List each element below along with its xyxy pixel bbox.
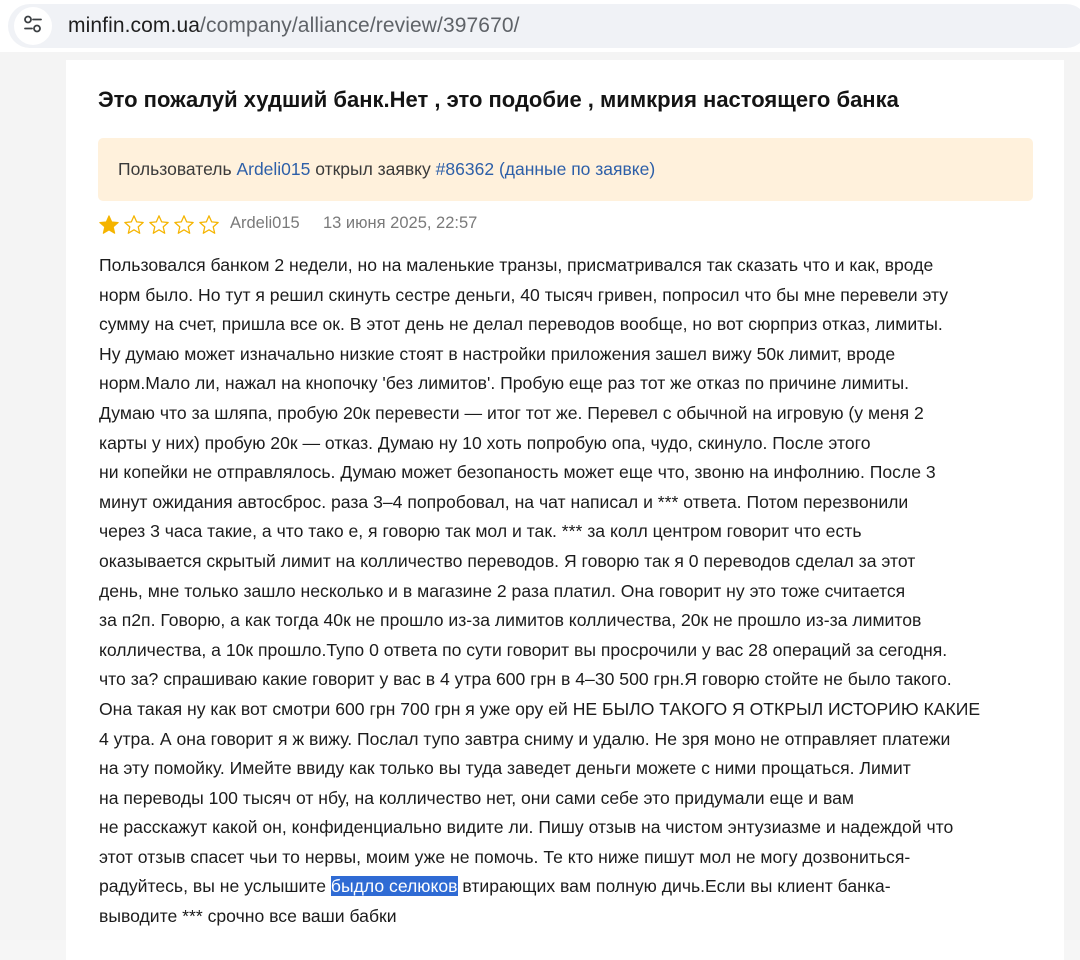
review-body bbox=[99, 251, 1044, 932]
ticket-link[interactable]: #86362 bbox=[435, 159, 495, 179]
review-line: через 3 часа такие, а что тако е, я говорю так мол и так. *** за колл центром говорит что есть bbox=[99, 521, 862, 542]
review-line: день, мне только зашло несколько и в магазине 2 раза платил. Она говорит ну это тоже считается bbox=[99, 580, 906, 601]
selected-text[interactable]: быдло селюков bbox=[330, 876, 458, 897]
review-line: 4 утра. А она говорит я ж вижу. Послал тупо завтра сниму и удалю. Не зря моно не отправляет платежи bbox=[99, 728, 951, 749]
review-author[interactable]: Ardeli015 bbox=[230, 214, 300, 232]
ticket-details-link[interactable]: (данные по заявке) bbox=[498, 159, 656, 179]
review-line: Ну думаю может изначально низкие стоят в настройки приложения зашел вижу 50к лимит, вроде bbox=[99, 343, 896, 364]
review-line-with-selection bbox=[99, 872, 1044, 902]
review-line: минут ожидания автосброс. раза 3–4 попробовал, на чат написал и *** ответа. Потом перезвонили bbox=[99, 491, 909, 512]
notice-prefix: Пользователь bbox=[118, 159, 237, 179]
star-empty-icon bbox=[173, 214, 195, 236]
notice-text bbox=[118, 157, 655, 181]
url-domain: minfin.com.ua bbox=[68, 14, 201, 37]
url-path: /company/alliance/review/397670/ bbox=[200, 14, 520, 37]
line-after-selection: втирающих вам полную дичь.Если вы клиент банка- bbox=[457, 876, 891, 897]
star-empty-icon bbox=[148, 214, 170, 236]
review-line: что за? спрашиваю какие говорит у вас в 4 утра 600 грн в 4–30 500 грн.Я говорю стойте не было такого. bbox=[99, 669, 952, 690]
star-empty-icon bbox=[123, 214, 145, 236]
review-line: на переводы 100 тысяч от нбу, на колличество нет, они сами себе это придумали еще и вам bbox=[99, 787, 854, 808]
review-line: Она такая ну как вот смотри 600 грн 700 грн я уже ору ей НЕ БЫЛО ТАКОГО Я ОТКРЫЛ ИСТОРИЮ КАКИЕ bbox=[99, 698, 981, 719]
notice-user-link[interactable]: Ardeli015 bbox=[236, 159, 311, 179]
review-line: норм.Мало ли, нажал на кнопочку 'без лимитов'. Пробую еще раз тот же отказ по причине лимиты. bbox=[99, 373, 910, 394]
notice-middle: открыл заявку bbox=[310, 159, 436, 179]
ticket-notice bbox=[98, 138, 1033, 201]
review-line: оказывается скрытый лимит на колличество переводов. Я говорю так я 0 переводов сделал за этот bbox=[99, 550, 916, 571]
review-line: выводите *** срочно все ваши бабки bbox=[99, 906, 397, 927]
review-meta bbox=[98, 212, 798, 238]
review-line: этот отзыв спасет чьи то нервы, моим уже не помочь. Те кто ниже пишут мол не могу дозвониться- bbox=[99, 846, 911, 867]
review-line: норм было. Но тут я решил скинуть сестре деньги, 40 тысяч гривен, попросил что бы мне перевели эту bbox=[99, 284, 949, 305]
tune-icon bbox=[22, 13, 44, 40]
review-line: колличества, а 10к прошло.Тупо 0 ответа по сути говорит вы просрочили у вас 28 операций за сегодня. bbox=[99, 639, 948, 660]
url-text[interactable] bbox=[68, 13, 520, 39]
review-line: Думаю что за шляпа, пробую 20к перевести — итог тот же. Перевел с обычной на игровую (у меня 2 bbox=[99, 402, 924, 423]
review-line: карты у них) пробую 20к — отказ. Думаю ну 10 хоть попробую опа, чудо, скинуло. После этого bbox=[99, 432, 871, 453]
review-date: 13 июня 2025, 22:57 bbox=[323, 214, 478, 232]
review-line: не расскажут какой он, конфиденциально видите ли. Пишу отзыв на чистом энтузиазме и надеждой что bbox=[99, 817, 954, 838]
review-title: Это пожалуй худший банк.Нет , это подобие , мимкрия настоящего банка bbox=[98, 87, 899, 112]
browser-toolbar bbox=[0, 0, 1080, 52]
star-empty-icon bbox=[198, 214, 220, 236]
review-line: сумму на счет, пришла все ок. В этот день не делал переводов вообще, но вот сюрприз отказ, лимиты. bbox=[99, 314, 943, 335]
rating-stars bbox=[98, 214, 220, 236]
line-before-selection: радуйтесь, вы не услышите bbox=[99, 876, 331, 897]
star-filled-icon bbox=[98, 214, 120, 236]
review-line: Пользовался банком 2 недели, но на маленькие транзы, присматривался так сказать что и как, вроде bbox=[99, 255, 934, 275]
review-line: за п2п. Говорю, а как тогда 40к не прошло из-за лимитов колличества, 20к не прошло из-за лимитов bbox=[99, 610, 922, 631]
review-line: на эту помойку. Имейте ввиду как только вы туда заведет деньги можете с ними прощаться. Лимит bbox=[99, 758, 911, 779]
site-info-button[interactable] bbox=[14, 7, 52, 45]
review-line: ни копейки не отправлялось. Думаю может безопаность может еще что, звоню на инфолнию. После 3 bbox=[99, 462, 936, 483]
